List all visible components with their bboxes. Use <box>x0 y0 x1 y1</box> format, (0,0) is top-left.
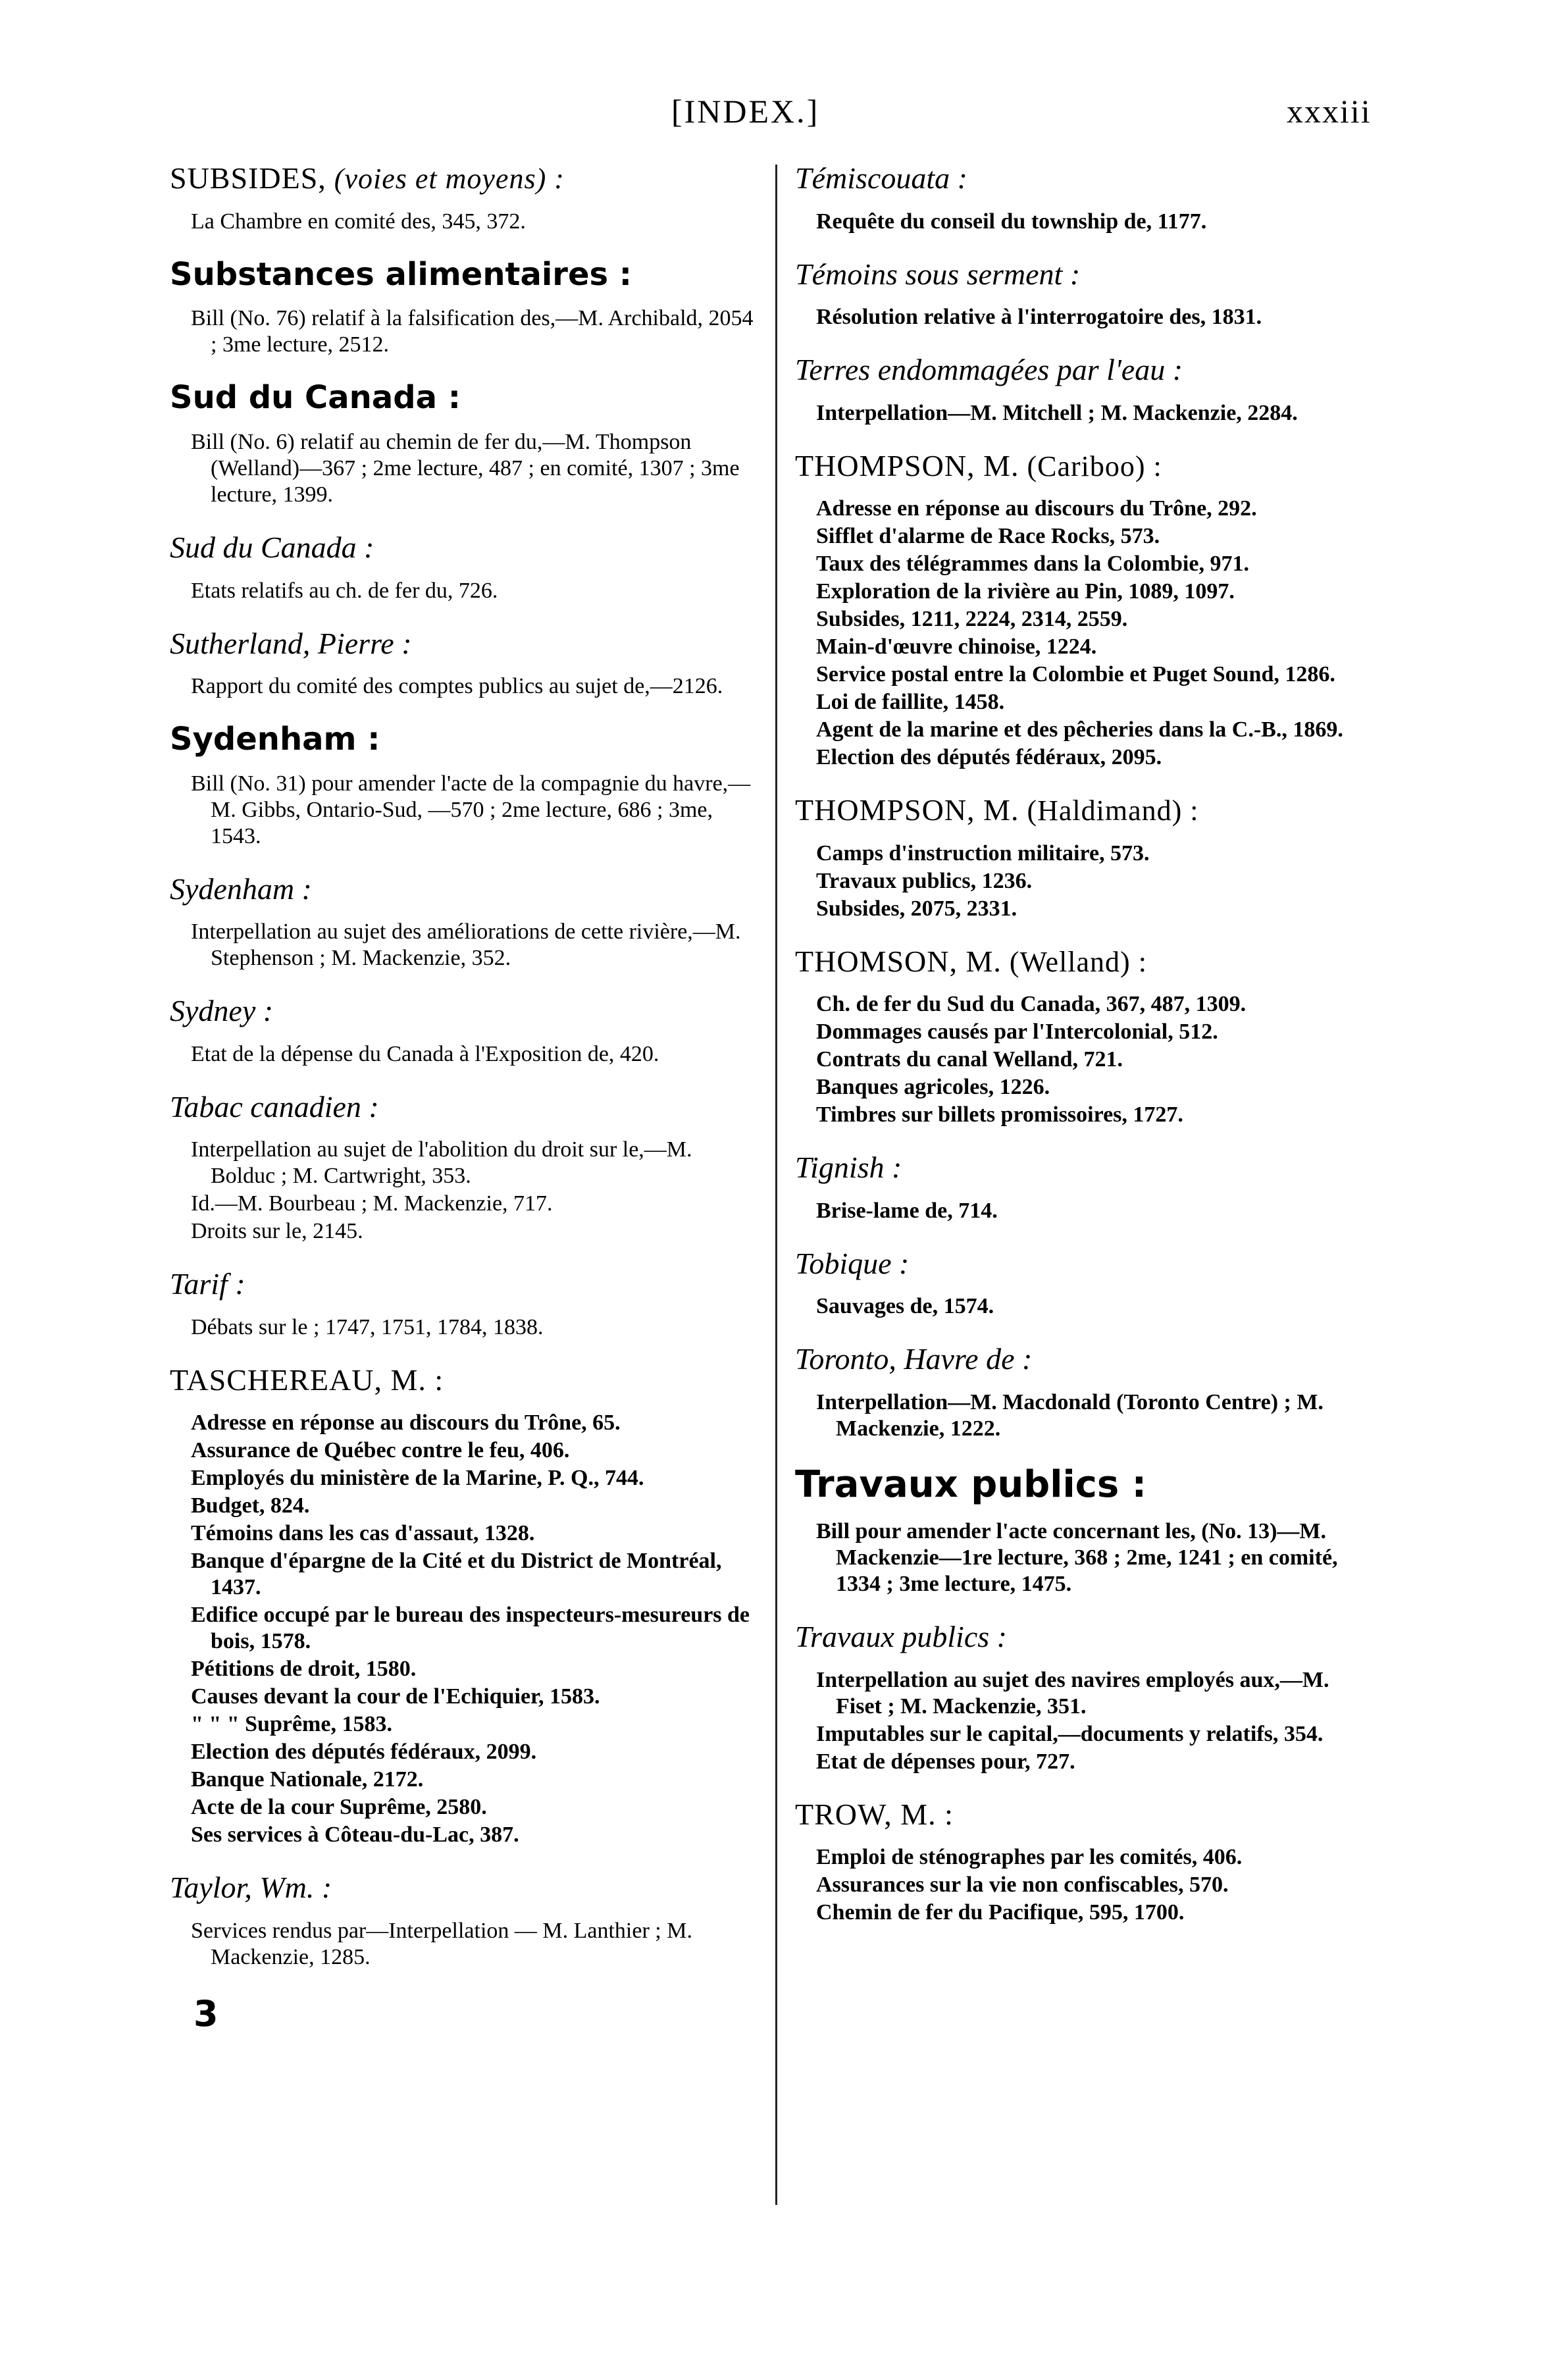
entry-lines <box>795 1389 1376 1442</box>
entry-line: Banque d'épargne de la Cité et du District de Montréal, 1437. <box>191 1549 722 1600</box>
entry-lines <box>170 919 762 971</box>
index-entry <box>170 1871 762 1971</box>
entry-heading-text: TASCHEREAU, M. : <box>170 1362 444 1397</box>
right-column <box>795 161 1376 1948</box>
index-entry <box>170 530 762 604</box>
entry-heading-text: Travaux publics : <box>795 1462 1147 1506</box>
entry-line: Acte de la cour Suprême, 2580. <box>191 1795 487 1820</box>
entry-heading <box>170 994 762 1028</box>
entry-heading-text: Tobique : <box>795 1246 910 1280</box>
entry-heading-text: Travaux publics : <box>795 1620 1007 1654</box>
entry-heading-text: Sud du Canada : <box>170 379 461 417</box>
entry-heading-text: Tignish : <box>795 1151 902 1185</box>
index-entry <box>795 161 1376 235</box>
entry-heading-text: Tarif : <box>170 1267 245 1301</box>
entry-line: Droits sur le, 2145. <box>191 1219 363 1244</box>
entry-lines <box>795 1293 1376 1320</box>
entry-line: Sifflet d'alarme de Race Rocks, 573. <box>816 524 1160 549</box>
index-entry <box>170 380 762 508</box>
left-column <box>170 161 762 2034</box>
entry-line: Bill pour amender l'acte concernant les, (No. 13)—M. Mackenzie—1re lecture, 368 ; 2me, 1241 ; en comité, 1334 ; 3me lecture, 1475. <box>816 1519 1338 1597</box>
entry-line: Résolution relative à l'interrogatoire des, 1831. <box>816 305 1262 330</box>
entry-heading-text: TROW, M. : <box>795 1797 954 1831</box>
index-entry <box>170 161 762 235</box>
entry-heading-text: SUBSIDES, <box>170 161 326 195</box>
index-entry <box>795 1247 1376 1320</box>
entry-heading-text: THOMSON, M. <box>795 944 1002 978</box>
entry-line: Chemin de fer du Pacifique, 595, 1700. <box>816 1900 1185 1925</box>
entry-heading-qualifier: (Welland) : <box>1001 945 1147 978</box>
entry-line: Requête du conseil du township de, 1177. <box>816 209 1207 234</box>
entry-line: Interpellation au sujet des navires employés aux,—M. Fiset ; M. Mackenzie, 351. <box>816 1667 1329 1719</box>
index-entry <box>795 793 1376 922</box>
entry-line: Pétitions de droit, 1580. <box>191 1657 417 1682</box>
index-entry <box>170 257 762 359</box>
entry-lines <box>170 1314 762 1341</box>
entry-heading-text: Sud du Canada : <box>170 530 374 565</box>
entry-heading <box>170 1871 762 1905</box>
entry-heading <box>795 257 1376 292</box>
entry-line: Assurances sur la vie non confiscables, 570. <box>816 1873 1229 1898</box>
entry-heading <box>795 944 1376 979</box>
index-entry <box>170 627 762 700</box>
entry-line: Témoins dans les cas d'assaut, 1328. <box>191 1521 535 1546</box>
entry-line: Emploi de sténographes par les comités, 406. <box>816 1845 1243 1870</box>
entry-lines <box>795 1667 1376 1775</box>
entry-lines <box>170 771 762 850</box>
entry-line: Causes devant la cour de l'Echiquier, 1583. <box>191 1684 600 1709</box>
entry-heading-text: Sutherland, Pierre : <box>170 626 412 660</box>
entry-line: Taux des télégrammes dans la Colombie, 971. <box>816 552 1249 577</box>
entry-heading <box>170 872 762 906</box>
entry-line: Rapport du comité des comptes publics au sujet de,—2126. <box>191 674 723 699</box>
index-entry <box>795 353 1376 427</box>
page-number: xxxiii <box>1287 93 1372 130</box>
entry-line: La Chambre en comité des, 345, 372. <box>191 209 526 234</box>
entry-lines <box>795 1844 1376 1926</box>
index-entry <box>170 994 762 1068</box>
entry-line: Banque Nationale, 2172. <box>191 1767 424 1792</box>
index-entry <box>795 1620 1376 1775</box>
entry-line: Ses services à Côteau-du-Lac, 387. <box>191 1823 519 1848</box>
entry-lines <box>170 209 762 235</box>
column-divider <box>775 165 777 2205</box>
entry-line: Débats sur le ; 1747, 1751, 1784, 1838. <box>191 1314 544 1339</box>
entry-heading <box>795 1464 1376 1506</box>
entry-line: Banques agricoles, 1226. <box>816 1075 1050 1100</box>
entry-lines <box>795 841 1376 922</box>
index-entry <box>795 1151 1376 1224</box>
entry-lines <box>795 1198 1376 1224</box>
entry-line: Assurance de Québec contre le feu, 406. <box>191 1438 570 1463</box>
entry-lines <box>795 1518 1376 1597</box>
entry-lines <box>795 209 1376 235</box>
entry-line: Employés du ministère de la Marine, P. Q., 744. <box>191 1466 644 1491</box>
entry-line: Interpellation—M. Macdonald (Toronto Centre) ; M. Mackenzie, 1222. <box>816 1389 1324 1441</box>
entry-line: Etats relatifs au ch. de fer du, 726. <box>191 578 498 603</box>
entry-line: Bill (No. 6) relatif au chemin de fer du,—M. Thompson (Welland)—367 ; 2me lecture, 487 ; en comité, 1307 ; 3me lecture, 1399. <box>191 430 740 507</box>
entry-line: Service postal entre la Colombie et Puget Sound, 1286. <box>816 662 1335 687</box>
entry-lines <box>170 429 762 508</box>
index-entry <box>170 872 762 972</box>
index-entry <box>795 1798 1376 1927</box>
entry-heading <box>795 1247 1376 1281</box>
entry-line: Timbres sur billets promissoires, 1727. <box>816 1102 1183 1127</box>
entry-heading <box>795 793 1376 827</box>
entry-heading-text: THOMPSON, M. <box>795 448 1019 482</box>
entry-line: Etat de dépenses pour, 727. <box>816 1749 1075 1774</box>
entry-heading <box>170 1267 762 1301</box>
entry-heading <box>795 1151 1376 1185</box>
index-entry <box>795 257 1376 331</box>
entry-heading-text: Témoins sous serment : <box>795 257 1081 291</box>
index-entry <box>795 449 1376 771</box>
entry-line: Agent de la marine et des pêcheries dans la C.-B., 1869. <box>816 717 1343 742</box>
entry-heading <box>795 449 1376 483</box>
entry-heading <box>170 530 762 565</box>
entry-lines <box>795 400 1376 427</box>
entry-heading <box>170 380 762 416</box>
entry-heading-text: Sydney : <box>170 994 274 1028</box>
entry-heading <box>795 161 1376 195</box>
entry-line: Election des députés fédéraux, 2099. <box>191 1740 537 1765</box>
entry-lines <box>170 578 762 604</box>
entry-line: Exploration de la rivière au Pin, 1089, 1097. <box>816 579 1235 604</box>
entry-heading <box>795 1342 1376 1376</box>
entry-heading-text: Substances alimentaires : <box>170 255 632 293</box>
entry-heading-qualifier: (Haldimand) : <box>1019 794 1199 827</box>
entry-line: Main-d'œuvre chinoise, 1224. <box>816 634 1097 660</box>
index-entry <box>795 1464 1376 1598</box>
index-entry <box>795 944 1376 1129</box>
entry-heading <box>170 161 762 195</box>
entry-line: Interpellation—M. Mitchell ; M. Mackenzie, 2284. <box>816 400 1298 425</box>
entry-line: Interpellation au sujet de l'abolition du droit sur le,—M. Bolduc ; M. Cartwright, 353. <box>191 1137 692 1189</box>
entry-line: Camps d'instruction militaire, 573. <box>816 841 1150 866</box>
index-entry <box>170 722 762 850</box>
entry-line: Sauvages de, 1574. <box>816 1294 994 1319</box>
index-title: [INDEX.] <box>671 93 820 130</box>
signature-mark: 3 <box>193 1992 219 2034</box>
entry-lines <box>170 1410 762 1848</box>
entry-heading-text: Témiscouata : <box>795 161 967 195</box>
index-entry <box>170 1090 762 1245</box>
entry-lines <box>795 991 1376 1128</box>
entry-line: Election des députés fédéraux, 2095. <box>816 745 1162 770</box>
entry-line: " " " Suprême, 1583. <box>191 1712 392 1737</box>
entry-heading-text: Toronto, Havre de : <box>795 1342 1033 1376</box>
entry-heading <box>170 722 762 758</box>
entry-line: Interpellation au sujet des améliorations de cette rivière,—M. Stephenson ; M. Mackenzie, 352. <box>191 919 741 971</box>
entry-line: Contrats du canal Welland, 721. <box>816 1047 1123 1072</box>
entry-line: Adresse en réponse au discours du Trône, 292. <box>816 496 1257 521</box>
entry-heading <box>170 627 762 661</box>
entry-lines <box>795 496 1376 771</box>
entry-line: Id.—M. Bourbeau ; M. Mackenzie, 717. <box>191 1191 553 1216</box>
entry-heading <box>170 1090 762 1124</box>
entry-lines <box>170 1041 762 1068</box>
entry-line: Services rendus par—Interpellation — M. Lanthier ; M. Mackenzie, 1285. <box>191 1918 692 1969</box>
entry-heading-text: Sydenham : <box>170 721 380 758</box>
running-head <box>0 92 1544 145</box>
entry-lines <box>170 673 762 700</box>
entry-heading-text: Terres endommagées par l'eau : <box>795 353 1183 387</box>
index-entry <box>170 1363 762 1849</box>
entry-line: Subsides, 1211, 2224, 2314, 2559. <box>816 607 1128 632</box>
entry-line: Edifice occupé par le bureau des inspecteurs-mesureurs de bois, 1578. <box>191 1603 750 1654</box>
entry-heading-qualifier: (Cariboo) : <box>1019 450 1162 482</box>
entry-line: Bill (No. 31) pour amender l'acte de la compagnie du havre,—M. Gibbs, Ontario-Sud, —570 ; 2me lecture, 686 ; 3me, 1543. <box>191 771 751 848</box>
entry-lines <box>795 304 1376 330</box>
entry-line: Bill (No. 76) relatif à la falsification des,—M. Archibald, 2054 ; 3me lecture, 2512. <box>191 306 754 357</box>
entry-line: Imputables sur le capital,—documents y relatifs, 354. <box>816 1721 1324 1746</box>
entry-line: Budget, 824. <box>191 1493 310 1518</box>
entry-line: Etat de la dépense du Canada à l'Exposition de, 420. <box>191 1041 659 1066</box>
entry-line: Subsides, 2075, 2331. <box>816 896 1017 921</box>
entry-line: Travaux publics, 1236. <box>816 868 1033 893</box>
index-entry <box>170 1267 762 1341</box>
entry-line: Adresse en réponse au discours du Trône, 65. <box>191 1410 621 1436</box>
entry-line: Ch. de fer du Sud du Canada, 367, 487, 1309. <box>816 992 1247 1017</box>
entry-heading-text: Taylor, Wm. : <box>170 1871 332 1905</box>
entry-heading-qualifier: (voies et moyens) : <box>326 163 565 195</box>
entry-heading <box>795 1798 1376 1832</box>
entry-heading <box>795 353 1376 387</box>
entry-heading-text: Tabac canadien : <box>170 1089 379 1124</box>
entry-lines <box>170 1137 762 1245</box>
entry-heading <box>170 1363 762 1397</box>
entry-heading <box>170 257 762 293</box>
entry-heading-text: Sydenham : <box>170 871 312 906</box>
entry-line: Brise-lame de, 714. <box>816 1198 998 1223</box>
entry-line: Dommages causés par l'Intercolonial, 512. <box>816 1020 1218 1045</box>
entry-line: Loi de faillite, 1458. <box>816 690 1005 715</box>
entry-heading-text: THOMPSON, M. <box>795 793 1019 827</box>
index-entry <box>795 1342 1376 1442</box>
entry-heading <box>795 1620 1376 1654</box>
entry-lines <box>170 1918 762 1971</box>
entry-lines <box>170 305 762 358</box>
